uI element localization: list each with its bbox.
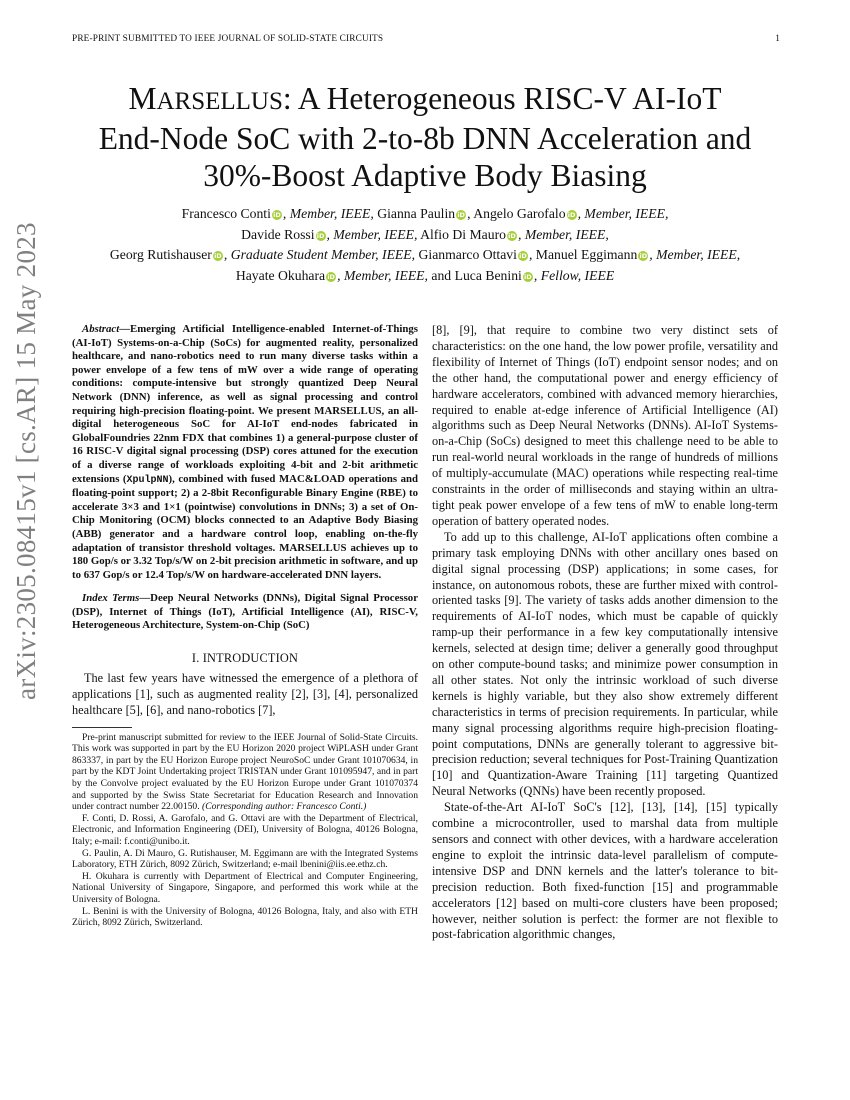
orcid-icon[interactable]: iD <box>316 231 325 240</box>
author-name: Davide Rossi <box>241 226 315 242</box>
index-terms-lead: Index Terms <box>82 592 140 605</box>
title-system-initial: M <box>128 81 157 116</box>
author-name: Luca Benini <box>454 267 522 283</box>
author-name: Gianna Paulin <box>377 206 456 221</box>
author-name: , Angelo Garofalo <box>467 206 566 221</box>
body-paragraph: To add up to this challenge, AI-IoT applications often combine a primary task employing DNNs with other ancillary ones based on digital signal processing (DSP) applications; in some cases, for instance, on autonomous robots, these are further mixed with control-oriented tasks [9]. The variety of tasks adds another dimension to the requirements of AI-IoT nodes, which must be capable of quickly ramp-up their performance in a few key computationally intensive kernels, selected at design time; deliver a generally good throughput on other compute-bound tasks; and minimize power consumption in all other states. Not only the intrinsic workload of such diverse kernels is highly variable, but they also show extremely different characteristics in terms of precision requirements. In particular, while many signal processing algorithms require high-precision floating-point computations, DNNs are generally tolerant to aggressive bit-precision reduction; several techniques for Post-Training Quantization [10] and Quantization-Aware Training [11] targeting Quantized Neural Networks (QNNs) have been recently proposed. <box>432 529 778 799</box>
author-list <box>55 204 795 286</box>
footnote-funding <box>72 732 418 813</box>
index-terms <box>72 592 418 633</box>
running-head: PRE-PRINT SUBMITTED TO IEEE JOURNAL OF SOLID-STATE CIRCUITS <box>72 34 384 44</box>
author-line-2 <box>55 225 795 246</box>
running-header <box>72 34 780 48</box>
footnote-funding-text: Pre-print manuscript submitted for review to the IEEE Journal of Solid-State Circuits. This work was supported in part by the EU Horizon 2020 project WiPLASH under Grant 863337, in part by the EU Horizon Europe project NeuroSoC under Grant 101070634, in part by the KDT Joint Undertaking project TRISTAN under Grant 101095947, and in part by the Convolve project evaluated by the EU Horizon Europe under Grant 101070374 and supported by the Swiss State Secretariat for Education Research and Innovation under contract number 22.00150. <box>72 731 418 813</box>
body-paragraph: [8], [9], that require to combine two very distinct sets of characteristics: on the one hand, the low power profile, versatility and flexibility of Internet of Things (IoT) endpoint sensor nodes; and on the other hand, the computational power and energy efficiency of hardware accelerators, combined with advanced memory hierarchies, required to enable at-edge inference of Artificial Intelligence (AI) algorithms such as Deep Neural Networks (DNNs). AI-IoT Systems-on-a-Chip (SoCs) designed to meet this challenge need to be able to run real-world neural workloads in the range of hundreds of millions of multiply-accumulate (MAC) operations while respecting real-time constraints in the order of milliseconds and staying within an ultra-tight peak power envelope of a few tens of mW to enable long-term operation of battery operated nodes. <box>432 323 778 528</box>
orcid-icon[interactable]: iD <box>567 211 576 219</box>
left-column <box>72 323 418 929</box>
footnote-affiliation: G. Paulin, A. Di Mauro, G. Rutishauser, M. Eggimann are with the Integrated Systems Laboratory, ETH Zürich, 8092 Zürich, Switzerland; e-mail lbenini@iis.ee.ethz.ch. <box>72 847 418 871</box>
index-terms-text: —Deep Neural Networks (DNNs), Digital Signal Processor (DSP), Internet of Things (IoT), Artificial Intelligence (AI), RISC-V, Heterogeneous Architecture, System-on-Chip (SoC) <box>72 592 418 632</box>
orcid-icon[interactable]: iD <box>273 211 281 219</box>
page-number: 1 <box>775 34 780 44</box>
orcid-icon[interactable]: iD <box>327 272 335 281</box>
author-role: , Fellow, IEEE <box>533 267 615 283</box>
orcid-icon[interactable]: iD <box>524 272 532 281</box>
orcid-icon[interactable]: iD <box>519 252 527 260</box>
orcid-icon[interactable]: iD <box>214 252 222 260</box>
author-role: , Graduate Student Member, IEEE, <box>223 247 416 262</box>
section-heading: I. INTRODUCTION <box>191 651 299 666</box>
footnote-divider <box>72 727 132 728</box>
author-role: , Member, IEEE, <box>282 206 374 221</box>
abstract-code: XpulpNN <box>126 474 169 486</box>
author-role: , Member, IEEE, <box>577 206 669 221</box>
author-name: Hayate Okuhara <box>235 267 326 283</box>
footnote-corresponding: (Corresponding author: Francesco Conti.) <box>202 801 367 813</box>
author-role: , Member, IEEE, <box>337 267 428 283</box>
title-line3: 30%-Boost Adaptive Body Biasing <box>203 158 647 193</box>
orcid-icon[interactable]: iD <box>508 231 516 240</box>
title-line2: End-Node SoC with 2-to-8b DNN Acceleration and <box>98 121 752 156</box>
author-role: , Member, IEEE, <box>649 247 741 262</box>
author-name: Georg Rutishauser <box>109 247 212 262</box>
title-line1: : A Heterogeneous RISC-V AI-IoT <box>282 81 722 116</box>
author-name: Gianmarco Ottavi <box>418 247 517 262</box>
abstract-text: —Emerging Artificial Intelligence-enabled Internet-of-Things (AI-IoT) Systems-on-a-Chip (SoCs) for augmented reality, personalized healthcare, and nano-robotics need to run many diverse tasks within a power envelope of a few tens of mW over a wide range of operating conditions: compute-intensive but strongly quantized Deep Neural Network (DNN) inference, as well as signal processing and control requiring high-precision floating-point. We present MARSELLUS, an all-digital heterogeneous SoC for AI-IoT end-nodes fabricated in GlobalFoundries 22nm FDX that combines 1) a general-purpose cluster of 16 RISC-V digital signal processing (DSP) cores attuned for the execution of a diverse range of workloads exploiting 4-bit and 2-bit arithmetic extensions ( <box>72 323 418 485</box>
paper-title <box>60 80 790 194</box>
footnote-affiliation: H. Okuhara is currently with Department of Electrical and Computer Engineering, National University of Singapore, Singapore, and performed this work while at the University of Bologna. <box>72 870 418 905</box>
body-paragraph: State-of-the-Art AI-IoT SoC's [12], [13], [14], [15] typically combine a microcontroller, used to marshal data from multiple sensors and connect with other devices, with a hardware acceleration engine to exploit the intrinsic data-level parallelism of compute-intensive DSP and DNN kernels and the latter's tolerance to bit-precision reduction. Both fixed-function [15] and programmable accelerators [12] based on multi-core clusters have been proposed; however, neither solution is perfect: the former are not flexible to post-fabrication algorithmic changes, <box>432 800 778 942</box>
abstract-text-2: ), combined with fused MAC&LOAD operations and floating-point support; 2) a 2-8bit Reconfigurable Binary Engine (RBE) to accelerate 3×3 and 1×1 (pointwise) convolutions in DNNs; 3) a set of On-Chip Monitoring (OCM) blocks connected to an Adaptive Body Biasing (ABB) generator and a hardware control loop, enabling on-the-fly adaptation of transistor threshold voltages. MARSELLUS achieves up to 180 Gop/s or 3.32 Top/s/W on 2-bit precision arithmetic in software, and up to 637 Gop/s or 12.4 Top/s/W on hardware-accelerated DNN layers. <box>72 472 418 581</box>
orcid-icon[interactable]: iD <box>457 211 465 219</box>
abstract-lead: Abstract <box>82 323 120 335</box>
abstract <box>72 323 418 582</box>
author-role: , Member, IEEE, <box>326 226 418 242</box>
author-line-1 <box>55 204 795 225</box>
author-name: , Manuel Eggimann <box>528 247 638 262</box>
intro-paragraph: The last few years have witnessed the emergence of a plethora of applications [1], such as augmented reality [2], [3], [4], personalized healthcare [5], [6], and nano-robotics [7], <box>72 670 418 717</box>
author-line-4 <box>55 266 795 287</box>
author-line-3 <box>55 245 795 266</box>
title-system-rest: ARSELLUS <box>156 88 283 115</box>
footnote-affiliation: L. Benini is with the University of Bologna, 40126 Bologna, Italy, and also with ETH Zürich, 8092 Zürich, Switzerland. <box>72 905 418 929</box>
author-role: , Member, IEEE, <box>517 226 609 242</box>
orcid-icon[interactable]: iD <box>639 252 648 260</box>
author-name: Alfio Di Mauro <box>420 226 506 242</box>
author-conjunction: and <box>431 267 452 283</box>
author-name: Francesco Conti <box>181 206 271 221</box>
arxiv-stamp: arXiv:2305.08415v1 [cs.AR] 15 May 2023 <box>11 222 41 700</box>
footnote-affiliation: F. Conti, D. Rossi, A. Garofalo, and G. Ottavi are with the Department of Electrical, Electronic, and Information Engineering (DEI), University of Bologna, 40126 Bologna, Italy; e-mail: f.conti@unibo.it. <box>72 812 418 848</box>
right-column <box>432 323 778 943</box>
